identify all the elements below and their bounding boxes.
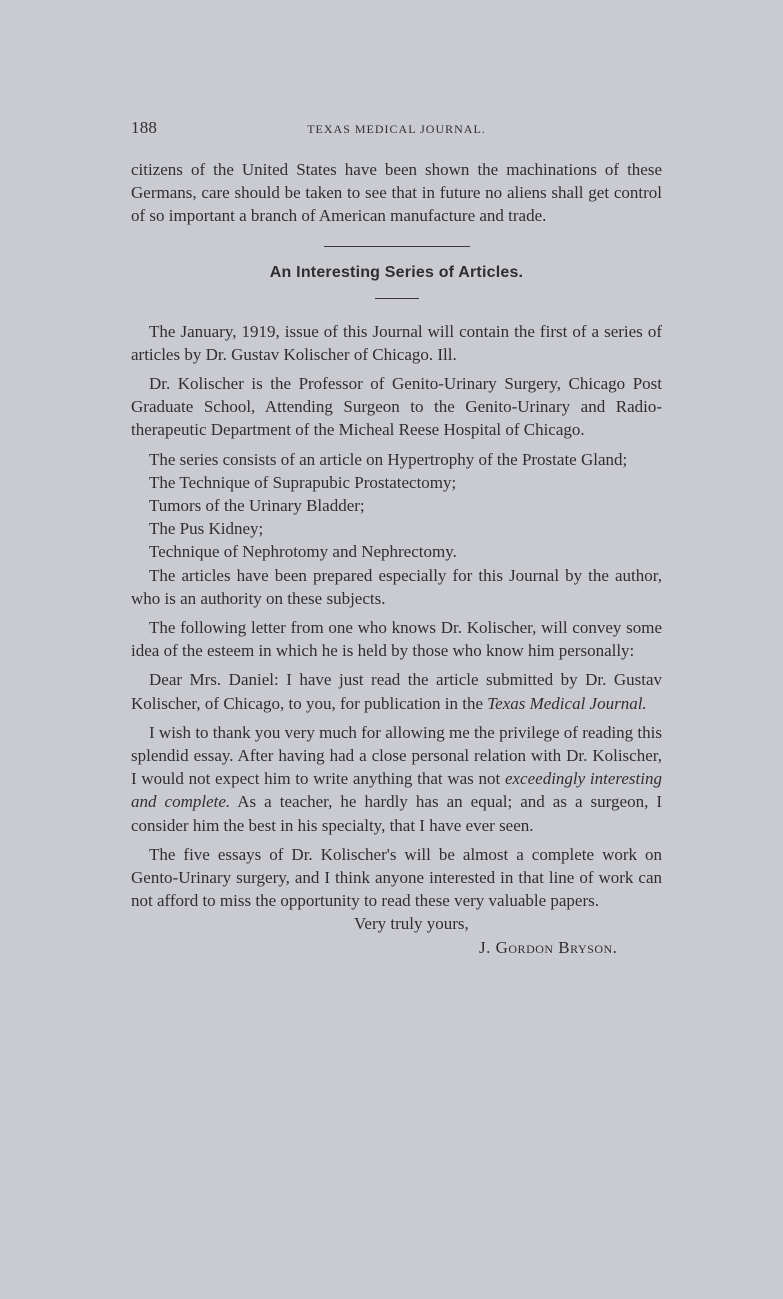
running-head: TEXAS MEDICAL JOURNAL. bbox=[307, 122, 486, 136]
credentials-paragraph: Dr. Kolischer is the Professor of Genito-Urinary Surgery, Chicago Post Graduate School, Attending Surgeon to the Genito-Urinary and Radio-therapeutic Department of the Micheal Reese Hospital of Chicago. bbox=[131, 374, 662, 440]
topic-item: Tumors of the Urinary Bladder; bbox=[149, 496, 365, 516]
valediction: Very truly yours, bbox=[354, 914, 469, 934]
prepared-paragraph: The articles have been prepared especially for this Journal by the author, who is an authority on these subjects. bbox=[131, 565, 662, 608]
page-header bbox=[131, 118, 662, 148]
signature: J. Gordon Bryson. bbox=[479, 937, 618, 957]
letter-closing-paragraph: The five essays of Dr. Kolischer's will be almost a complete work on Gento-Urinary surgery, and I think anyone interested in that line of work can not afford to miss the opportunity to read these very valuable papers. bbox=[131, 844, 662, 911]
journal-name: Texas Medical Journal. bbox=[487, 693, 647, 713]
thanks-text: As a teacher, he hardly has an equal; and as a surgeon, I consider him the best in his specialty, that I have ever seen. bbox=[131, 792, 662, 835]
topic-item: The Pus Kidney; bbox=[149, 519, 264, 539]
letter-salutation-paragraph bbox=[131, 668, 662, 714]
page-number: 188 bbox=[131, 118, 158, 137]
article-body bbox=[131, 320, 662, 959]
letter-intro-paragraph: The following letter from one who knows Dr. Kolischer, will convey some idea of the esteem in which he is held by those who know him personally: bbox=[131, 618, 662, 661]
topic-item: Technique of Nephrotomy and Nephrectomy. bbox=[149, 542, 457, 562]
announcement-paragraph: The January, 1919, issue of this Journal will contain the first of a series of articles by Dr. Gustav Kolischer of Chicago. Ill. bbox=[131, 321, 662, 364]
thanks-emphasis: exceedingly interesting and complete. bbox=[131, 769, 662, 812]
title-underline bbox=[375, 298, 419, 299]
salutation-text: Dear Mrs. Daniel: I have just read the article submitted by Dr. Gustav Kolischer, of Chicago, to you, for publication in the bbox=[131, 670, 662, 713]
section-title: An Interesting Series of Articles. bbox=[269, 263, 524, 281]
topic-item: The Technique of Suprapubic Prostatectomy; bbox=[149, 472, 457, 492]
section-divider bbox=[324, 246, 470, 247]
text-column bbox=[131, 118, 662, 959]
series-intro-paragraph: The series consists of an article on Hypertrophy of the Prostate Gland; bbox=[149, 449, 628, 469]
thanks-text: I wish to thank you very much for allowing me the privilege of reading this splendid essay. After having had a close personal relation with Dr. Kolischer, I would not expect him to write anything that was not bbox=[131, 722, 662, 789]
opening-paragraph: citizens of the United States have been shown the machinations of these Germans, care should be taken to see that in future no aliens shall get control of so important a branch of American manufacture and trade. bbox=[131, 160, 662, 226]
letter-thanks-paragraph bbox=[131, 721, 662, 837]
